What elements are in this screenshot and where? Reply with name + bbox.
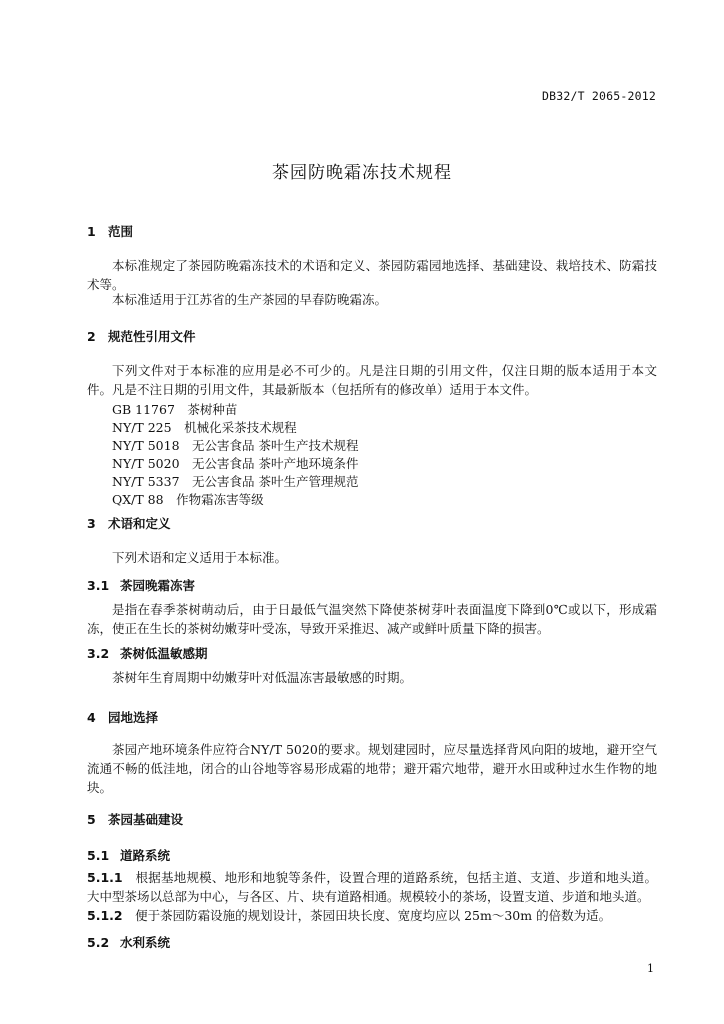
section-title: 范围 <box>108 224 134 239</box>
paragraph-sensitive-period-definition: 茶树年生育周期中幼嫩芽叶对低温冻害最敏感的时期。 <box>112 670 413 685</box>
paragraph-site-selection: 茶园产地环境条件应符合NY/T 5020的要求。规划建园时，应尽量选择背风向阳的坡地，避开空气流通不畅的低洼地，闭合的山谷地等容易形成霜的地带；避开霜穴地带，避开水田或种过水生作物的地块。 <box>87 742 657 795</box>
paragraph-scope: 本标准规定了茶园防晚霜冻技术的术语和定义、茶园防霜园地选择、基础建设、栽培技术、防霜技术等。 <box>87 258 657 292</box>
clause-5-1-1 <box>87 868 657 906</box>
paragraph-frost-damage-definition: 是指在春季茶树萌动后，由于日最低气温突然下降使茶树芽叶表面温度下降到0℃或以下，形成霜冻，使正在生长的茶树幼嫩芽叶受冻，导致开采推迟、减产或鲜叶质量下降的损害。 <box>87 602 657 636</box>
page-number: 1 <box>647 962 654 975</box>
section-number: 5.2 <box>87 935 110 950</box>
clause-5-1-2 <box>87 906 657 925</box>
section-heading-5 <box>87 810 183 828</box>
section-title: 术语和定义 <box>108 516 171 531</box>
reference-item: NY/T 225 机械化采茶技术规程 <box>112 420 297 435</box>
reference-item: NY/T 5020 无公害食品 茶叶产地环境条件 <box>112 456 359 471</box>
reference-item: QX/T 88 作物霜冻害等级 <box>112 492 264 507</box>
section-title: 规范性引用文件 <box>108 329 196 344</box>
section-number: 5 <box>87 812 96 827</box>
section-number: 3 <box>87 516 96 531</box>
section-title: 茶园晚霜冻害 <box>120 578 196 593</box>
clause-text: 便于茶园防霜设施的规划设计，茶园田块长度、宽度均应以 25m～30m 的倍数为适。 <box>135 908 612 923</box>
section-title: 茶树低温敏感期 <box>120 646 208 661</box>
subsection-heading-5-1 <box>87 846 170 864</box>
section-title: 道路系统 <box>120 848 171 863</box>
section-heading-4 <box>87 708 158 726</box>
reference-item: GB 11767 茶树种苗 <box>112 402 238 417</box>
section-heading-2 <box>87 327 196 345</box>
reference-item: NY/T 5337 无公害食品 茶叶生产管理规范 <box>112 474 359 489</box>
clause-number: 5.1.1 <box>87 870 123 885</box>
section-number: 3.1 <box>87 578 110 593</box>
section-title: 园地选择 <box>108 710 159 725</box>
section-heading-3 <box>87 514 171 532</box>
section-number: 3.2 <box>87 646 110 661</box>
reference-item: NY/T 5018 无公害食品 茶叶生产技术规程 <box>112 438 359 453</box>
section-number: 4 <box>87 710 96 725</box>
subsection-heading-5-2 <box>87 933 170 951</box>
section-number: 1 <box>87 224 96 239</box>
subsection-heading-3-2 <box>87 644 208 662</box>
paragraph-normative-refs: 下列文件对于本标准的应用是必不可少的。凡是注日期的引用文件，仅注日期的版本适用于本文件。凡是不注日期的引用文件，其最新版本（包括所有的修改单）适用于本文件。 <box>87 363 657 397</box>
section-heading-1 <box>87 222 133 240</box>
clause-number: 5.1.2 <box>87 908 123 923</box>
section-number: 2 <box>87 329 96 344</box>
section-title: 茶园基础建设 <box>108 812 184 827</box>
document-title: 茶园防晚霜冻技术规程 <box>272 163 452 183</box>
section-number: 5.1 <box>87 848 110 863</box>
section-title: 水利系统 <box>120 935 171 950</box>
paragraph-applicability: 本标准适用于江苏省的生产茶园的早春防晚霜冻。 <box>112 292 388 307</box>
clause-text: 根据基地规模、地形和地貌等条件，设置合理的道路系统，包括主道、支道、步道和地头道。大中型茶场以总部为中心，与各区、片、块有道路相通。规模较小的茶场，设置支道、步道和地头道。 <box>87 870 657 904</box>
subsection-heading-3-1 <box>87 576 195 594</box>
paragraph-terms-intro: 下列术语和定义适用于本标准。 <box>112 550 288 565</box>
standard-code: DB32/T 2065-2012 <box>542 89 656 103</box>
